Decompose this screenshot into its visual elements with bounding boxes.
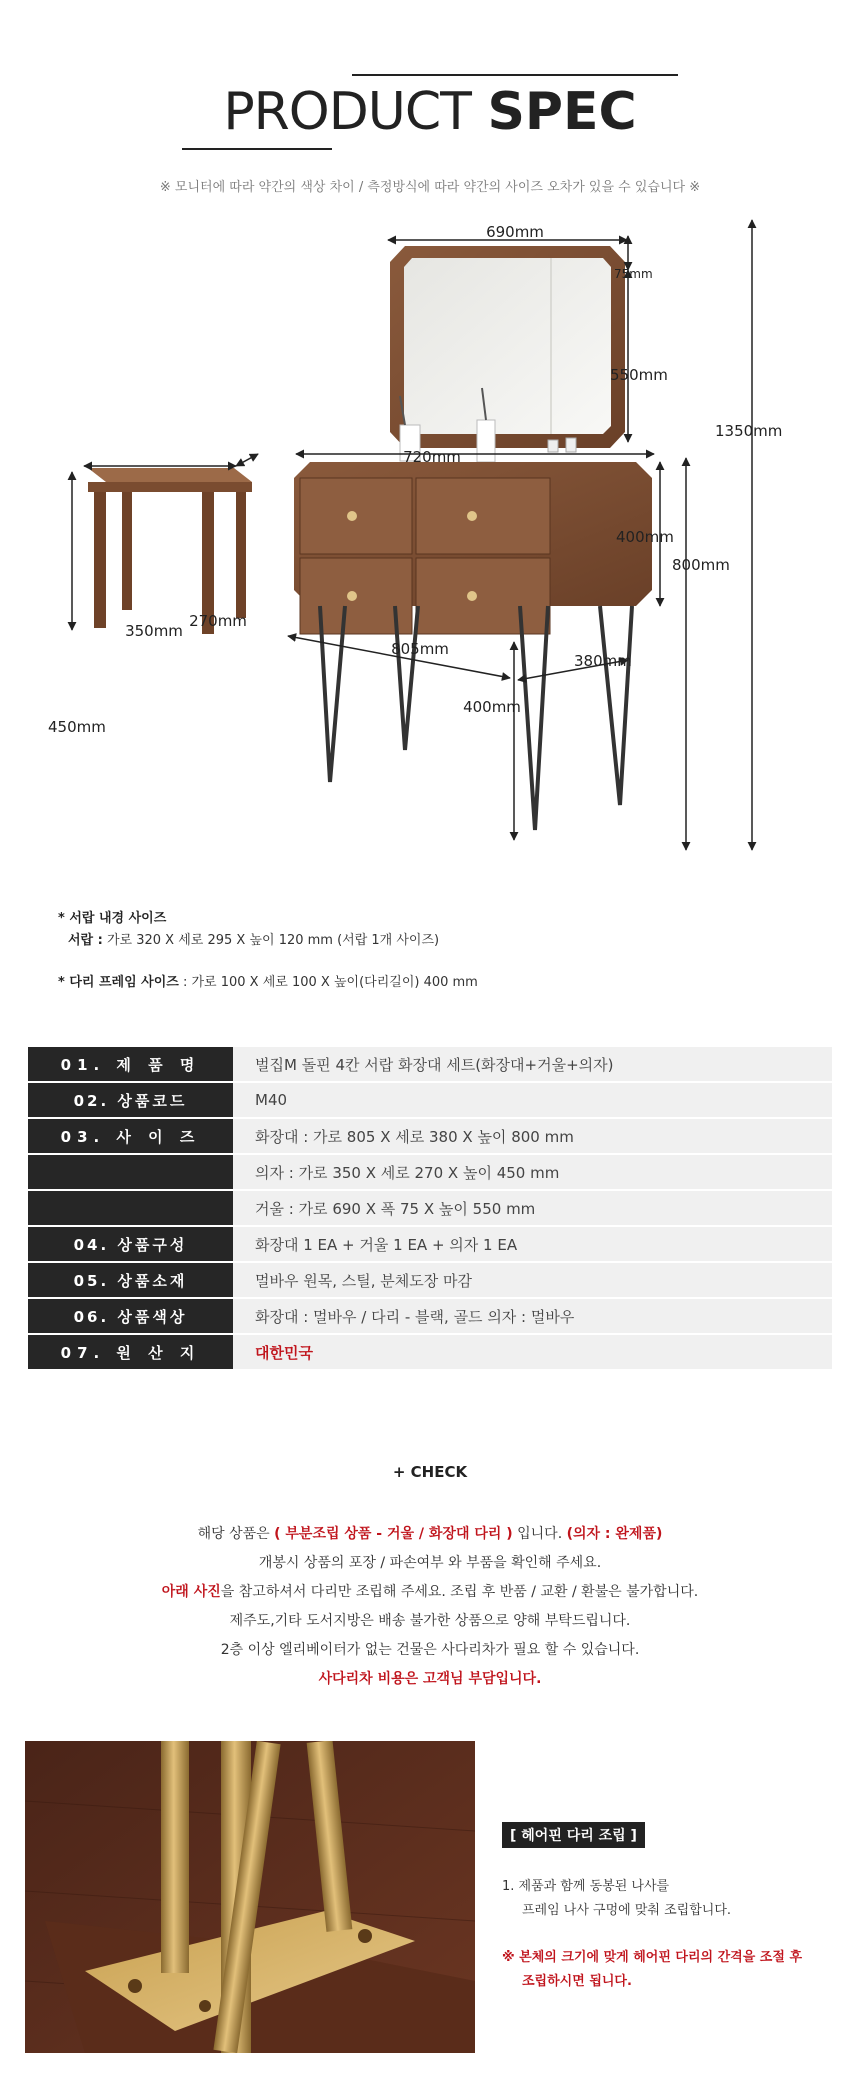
- vanity-width-label: 805mm: [391, 640, 449, 658]
- check-text: 해당 상품은: [197, 1526, 275, 1542]
- leg-heading: * 다리 프레임 사이즈: [58, 975, 179, 990]
- spec-row: [28, 1298, 832, 1334]
- top-width-label: 720mm: [403, 448, 461, 466]
- spec-label: 03. 사 이 즈: [28, 1118, 233, 1154]
- leg-height-label: 400mm: [463, 698, 521, 716]
- stool-depth-label: 270mm: [189, 612, 247, 630]
- title-light: PRODUCT: [223, 82, 471, 142]
- spec-label: 06. 상품색상: [28, 1298, 233, 1334]
- check-line-3: [0, 1578, 860, 1607]
- spec-row: [28, 1226, 832, 1262]
- assembly-step-1: [502, 1875, 731, 1923]
- spec-label: 05. 상품소재: [28, 1262, 233, 1298]
- page-title: [0, 82, 860, 142]
- spec-label: [28, 1190, 233, 1226]
- check-text: 을 참고하셔서 다리만 조립해 주세요. 조립 후 반품 / 교환 / 환불은 불가합니다.: [220, 1584, 699, 1600]
- check-line-1: [0, 1520, 860, 1549]
- spec-value: M40: [233, 1082, 832, 1118]
- hairpin-legs: [320, 606, 632, 830]
- assembly-title: [ 헤어핀 다리 조립 ]: [502, 1822, 645, 1848]
- spec-label: 02. 상품코드: [28, 1082, 233, 1118]
- hairpin-leg-illustration: [25, 1741, 475, 2053]
- dimension-drawing: [0, 210, 860, 870]
- mirror-height-label: 550mm: [610, 366, 668, 384]
- spec-row: [28, 1190, 832, 1226]
- spec-row: [28, 1082, 832, 1118]
- check-line-5: 2층 이상 엘리베이터가 없는 건물은 사다리차가 필요 할 수 있습니다.: [220, 1642, 640, 1658]
- spec-label: 04. 상품구성: [28, 1226, 233, 1262]
- check-line-6: 사다리차 비용은 고객님 부담입니다.: [318, 1671, 542, 1687]
- leg-value: : 가로 100 X 세로 100 X 높이(다리길이) 400 mm: [178, 975, 478, 990]
- cabinet-height-label: 400mm: [616, 528, 674, 546]
- drawer-heading: * 서랍 내경 사이즈: [58, 911, 167, 926]
- leg-note: [58, 972, 478, 994]
- stool-height-label: 450mm: [48, 718, 106, 736]
- spec-row: [28, 1262, 832, 1298]
- drawer-value: 가로 320 X 세로 295 X 높이 120 mm (서랍 1개 사이즈): [102, 933, 440, 948]
- dimension-diagram: [0, 210, 860, 870]
- spec-label: 01. 제 품 명: [28, 1047, 233, 1082]
- assembly-warning: [502, 1946, 802, 1994]
- check-highlight: 아래 사진: [161, 1584, 221, 1600]
- check-title: + CHECK: [392, 1463, 468, 1481]
- total-height-label: 1350mm: [715, 422, 783, 440]
- spec-header: [0, 60, 860, 170]
- spec-value: 의자 : 가로 350 X 세로 270 X 높이 450 mm: [233, 1154, 832, 1190]
- spec-row: [28, 1154, 832, 1190]
- spec-value: 벌집M 돌핀 4칸 서랍 화장대 세트(화장대+거울+의자): [233, 1047, 832, 1082]
- stool-width-label: 350mm: [125, 622, 183, 640]
- spec-row: [28, 1047, 832, 1082]
- drawer-label: 서랍 :: [68, 933, 103, 948]
- title-bold: SPEC: [487, 82, 637, 142]
- check-highlight: (의자 : 완제품): [566, 1526, 663, 1542]
- hairpin-leg-photo: [25, 1741, 475, 2053]
- title-rule-top: [352, 74, 678, 76]
- assembly-step-text: 프레임 나사 구멍에 맞춰 조립합니다.: [522, 1903, 732, 1918]
- mirror-depth-label: 75mm: [614, 267, 653, 281]
- spec-row: [28, 1118, 832, 1154]
- assembly-warning-text: ※ 본체의 크기에 맞게 헤어핀 다리의 간격을 조절 후: [502, 1950, 803, 1965]
- drawer-note-heading: [58, 908, 478, 930]
- check-highlight: ( 부분조립 상품 - 거울 / 화장대 다리 ): [274, 1526, 513, 1542]
- drawer-note: [58, 930, 478, 952]
- spec-label: [28, 1154, 233, 1190]
- mirror-width-label: 690mm: [486, 223, 544, 241]
- spec-row: [28, 1334, 832, 1370]
- title-rule-bottom: [182, 148, 332, 150]
- spec-value: 화장대 1 EA + 거울 1 EA + 의자 1 EA: [233, 1226, 832, 1262]
- vanity-depth-label: 380mm: [574, 652, 632, 670]
- size-notes: [58, 908, 478, 994]
- spec-table: [28, 1047, 832, 1371]
- spec-value: 화장대 : 가로 805 X 세로 380 X 높이 800 mm: [233, 1118, 832, 1154]
- assembly-warning-text: 조립하시면 됩니다.: [522, 1974, 632, 1989]
- spec-value: 거울 : 가로 690 X 폭 75 X 높이 550 mm: [233, 1190, 832, 1226]
- spec-label: 07. 원 산 지: [28, 1334, 233, 1370]
- spec-value: 멀바우 원목, 스틸, 분체도장 마감: [233, 1262, 832, 1298]
- spec-value: 대한민국: [233, 1334, 832, 1370]
- spec-value: 화장대 : 멀바우 / 다리 - 블랙, 골드 의자 : 멀바우: [233, 1298, 832, 1334]
- check-line-4: 제주도,기타 도서지방은 배송 불가한 상품으로 양해 부탁드립니다.: [229, 1613, 631, 1629]
- assembly-step-text: 1. 제품과 함께 동봉된 나사를: [502, 1879, 670, 1894]
- stool: [88, 468, 252, 634]
- color-size-notice: ※ 모니터에 따라 약간의 색상 차이 / 측정방식에 따라 약간의 사이즈 오차가 있을 수 있습니다 ※: [159, 180, 701, 195]
- check-notice: [0, 1520, 860, 1694]
- check-line-2: 개봉시 상품의 포장 / 파손여부 와 부품을 확인해 주세요.: [258, 1555, 602, 1571]
- vanity-height-label: 800mm: [672, 556, 730, 574]
- check-text: 입니다.: [512, 1526, 567, 1542]
- mirror: [390, 246, 625, 462]
